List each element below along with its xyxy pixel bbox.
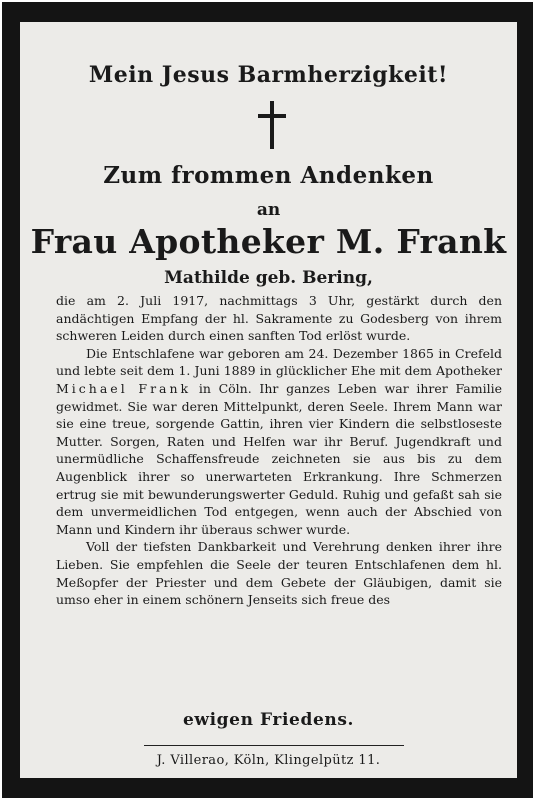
paragraph-death: die am 2. Juli 1917, nachmittags 3 Uhr, gestärkt durch den andächtigen Empfang der hl. Sakramente zu Godesberg von ihrem schweren Leiden durch einen sanften Tod erlöst wurde. (56, 293, 502, 344)
heading-an: an (256, 200, 281, 220)
printer-imprint: J. Villerao, Köln, Klingelpütz 11. (156, 753, 381, 768)
closing-line: ewigen Friedens. (182, 710, 355, 730)
latin-cross-icon (256, 100, 288, 150)
paragraph-life-part1: Die Entschlafene war geboren am 24. Dezember 1865 in Crefeld und lebte seit dem 1. Juni 1889 in glücklicher Ehe mit dem Apotheker (56, 345, 502, 379)
paragraph-life-part2: in Cöln. Ihr ganzes Leben war ihrer Familie gewidmet. Sie war deren Mittelpunkt, deren Seele. Ihrem Mann war sie eine treue, sorgende Gattin, ihren vier Kindern die selbstloseste Mutter. Sorgen, Raten und Helfen war ihr Beruf. Jugendkraft und unermüdliche Schaffensfreude zeichneten sie aus bis zu dem Augenblick ihrer so unerwarteten Erkrankung. Ihre Schmerzen ertrug sie mit bewunderungswerter Geduld. Ruhig und gefaßt sah sie dem unvermeidlichen Tod entgegen, wenn auch der Abschied von Mann und Kindern ihr überaus schwer wurde. (56, 380, 502, 537)
husband-name: Michael Frank (56, 380, 192, 396)
maiden-name: Mathilde geb. Bering, (164, 268, 373, 288)
obituary-text (56, 292, 502, 609)
divider (144, 745, 404, 746)
paragraph-life (56, 345, 502, 539)
paragraph-prayer: Voll der tiefsten Dankbarkeit und Verehrung denken ihrer ihre Lieben. Sie empfehlen die Seele der teuren Entschlafenen dem hl. Meßopfer der Priester und dem Gebete der Gläubigen, damit sie umso eher in einem schönern Jenseits sich freue des (56, 539, 502, 608)
deceased-name: Frau Apotheker M. Frank (30, 222, 507, 261)
memorial-card-border (2, 2, 533, 798)
heading: Zum frommen Andenken (103, 162, 434, 189)
invocation: Mein Jesus Barmherzigkeit! (88, 62, 449, 88)
memorial-card (20, 22, 517, 778)
